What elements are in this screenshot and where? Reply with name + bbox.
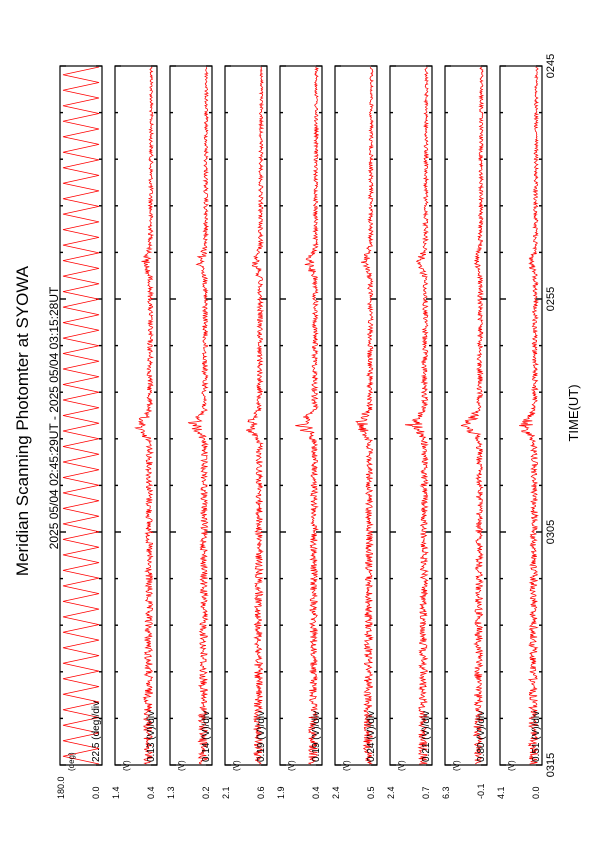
y-unit-label: (V) bbox=[507, 760, 516, 771]
panel-ch8 bbox=[496, 66, 542, 799]
panel-ch6 bbox=[386, 66, 432, 799]
series-line-ch8 bbox=[519, 67, 538, 764]
series-line-ch6 bbox=[405, 67, 428, 764]
y-bottom-label: -0.1 bbox=[476, 783, 486, 799]
y-bottom-label: 0.0 bbox=[531, 786, 541, 799]
scale-label: 0.14 (V)/div bbox=[201, 710, 212, 762]
y-unit-label: (V) bbox=[232, 760, 241, 771]
panel-ch4 bbox=[276, 66, 322, 799]
y-bottom-label: 0.5 bbox=[366, 786, 376, 799]
y-top-label: 1.9 bbox=[276, 786, 286, 799]
series-line-ch5 bbox=[356, 67, 373, 764]
x-axis-label: TIME(UT) bbox=[566, 384, 581, 442]
y-unit-label: (V) bbox=[342, 760, 351, 771]
scale-label: 0.19 (V)/div bbox=[311, 710, 322, 762]
x-tick-label: 0305 bbox=[545, 519, 557, 545]
scale-label: 0.19 (V)/div bbox=[256, 710, 267, 762]
panel-scan-angle bbox=[56, 66, 102, 799]
y-bottom-label: 0.7 bbox=[421, 786, 431, 799]
panel-frame bbox=[280, 66, 322, 765]
series-line-ch4 bbox=[295, 67, 318, 764]
y-unit-label: (V) bbox=[177, 760, 186, 771]
scale-label: 0.24 (V)/div bbox=[366, 710, 377, 762]
y-top-label: 2.4 bbox=[386, 786, 396, 799]
y-bottom-label: 0.0 bbox=[91, 786, 101, 799]
x-tick-label: 0245 bbox=[545, 53, 557, 79]
y-top-label: 4.1 bbox=[496, 786, 506, 799]
panel-ch1 bbox=[111, 66, 157, 799]
y-bottom-label: 0.4 bbox=[146, 786, 156, 799]
series-line-ch1 bbox=[136, 67, 153, 764]
panel-ch5 bbox=[331, 66, 377, 799]
scale-label: 22.5 (deg)/div bbox=[91, 700, 102, 762]
chart-title: Meridian Scanning Photomter at SYOWA bbox=[13, 265, 32, 577]
scale-label: 0.13 (V)/div bbox=[146, 710, 157, 762]
y-unit-label: (deg) bbox=[67, 752, 76, 771]
x-tick-labels bbox=[545, 54, 557, 777]
scale-label: 0.80 (V)/div bbox=[476, 710, 487, 762]
series-line-ch3 bbox=[246, 67, 263, 764]
y-bottom-label: 0.2 bbox=[201, 786, 211, 799]
series-line-scan-angle bbox=[63, 67, 99, 764]
panel-frame bbox=[225, 66, 267, 765]
panel-ch2 bbox=[166, 66, 212, 799]
x-tick-label: 0255 bbox=[545, 286, 557, 312]
y-unit-label: (V) bbox=[397, 760, 406, 771]
series-line-ch2 bbox=[189, 67, 209, 764]
y-bottom-label: 0.4 bbox=[311, 786, 321, 799]
x-tick-label: 0315 bbox=[545, 752, 557, 778]
panel-ch3 bbox=[221, 66, 267, 799]
y-top-label: 6.3 bbox=[441, 786, 451, 799]
y-top-label: 1.4 bbox=[111, 786, 121, 799]
title-group bbox=[13, 265, 581, 576]
time-range: 2025 05/04 02:45:29UT - 2025 05/04 03:15:28UT bbox=[47, 286, 61, 550]
y-top-label: 2.4 bbox=[331, 786, 341, 799]
y-top-label: 180.0 bbox=[56, 776, 66, 799]
panel-frame bbox=[335, 66, 377, 765]
y-unit-label: (V) bbox=[122, 760, 131, 771]
panel-ch7 bbox=[441, 66, 487, 799]
panel-frame bbox=[60, 66, 102, 765]
y-top-label: 2.1 bbox=[221, 786, 231, 799]
y-bottom-label: 0.6 bbox=[256, 786, 266, 799]
scale-label: 0.21 (V)/div bbox=[421, 710, 432, 762]
panel-frame bbox=[445, 66, 487, 765]
panels bbox=[56, 66, 542, 799]
series-line-ch7 bbox=[461, 67, 483, 764]
y-unit-label: (V) bbox=[287, 760, 296, 771]
scale-label: 0.51 (V)/div bbox=[531, 710, 542, 762]
y-top-label: 1.3 bbox=[166, 786, 176, 799]
y-unit-label: (V) bbox=[452, 760, 461, 771]
